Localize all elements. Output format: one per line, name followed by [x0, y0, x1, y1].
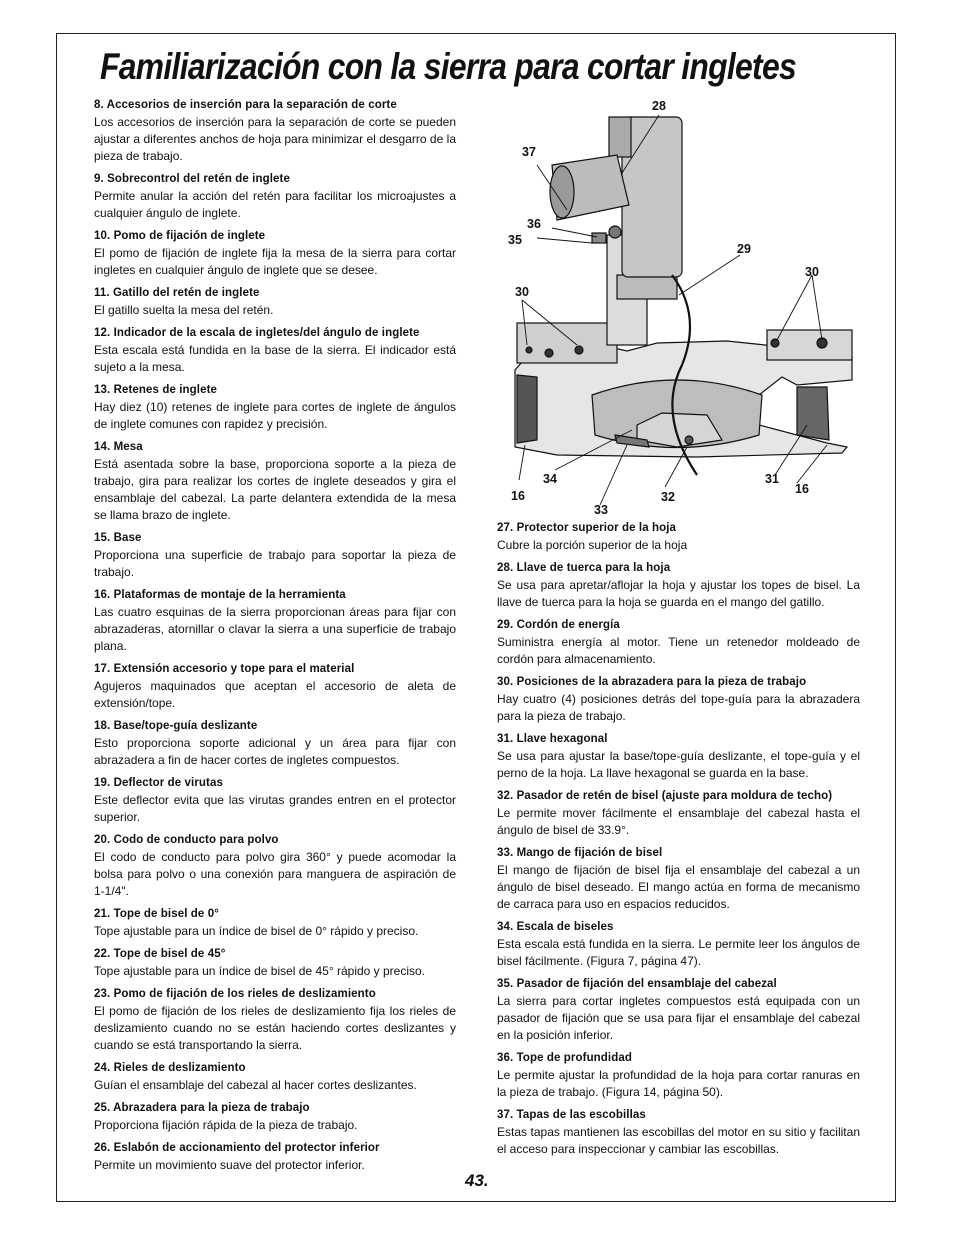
callout-34: 34	[543, 472, 557, 486]
parts-list-entry	[94, 325, 456, 376]
parts-list-entry	[497, 788, 860, 839]
parts-list-entry	[94, 228, 456, 279]
parts-list-entry	[497, 731, 860, 782]
callout-33: 33	[594, 503, 608, 517]
entry-description: El codo de conducto para polvo gira 360° y puede acomodar la bolsa para polvo o una conexión para manguera de aspiración de 1-1/4".	[94, 850, 456, 898]
parts-list-entry	[497, 919, 860, 970]
callout-31: 31	[765, 472, 779, 486]
entry-heading: 32. Pasador de retén de bisel (ajuste para moldura de techo)	[497, 790, 833, 802]
parts-list-entry	[94, 1140, 456, 1174]
page-title: Familiarización con la sierra para cortar ingletes	[100, 46, 796, 87]
callout-16-right: 16	[795, 482, 809, 496]
entry-heading: 30. Posiciones de la abrazadera para la pieza de trabajo	[497, 676, 807, 688]
entry-heading: 14. Mesa	[94, 441, 143, 453]
entry-heading: 33. Mango de fijación de bisel	[497, 847, 663, 859]
page-number: 43.	[465, 1171, 489, 1190]
entry-description: Hay diez (10) retenes de inglete para cortes de inglete de ángulos de inglete comunes con rapidez y precisión.	[94, 400, 456, 431]
parts-list-entry	[94, 530, 456, 581]
slide-rails	[617, 275, 677, 299]
parts-list-entry	[497, 1107, 860, 1158]
entry-description: Esta escala está fundida en la sierra. Le permite leer los ángulos de bisel fácilmente. (Figura 7, página 47).	[497, 937, 860, 968]
entry-heading: 19. Deflector de virutas	[94, 777, 223, 789]
parts-list-entry	[94, 1100, 456, 1134]
entry-description: El pomo de fijación de los rieles de deslizamiento fija los rieles de deslizamiento cuando no se están haciendo cortes deslizantes y cuando se está transportando la sierra.	[94, 1004, 456, 1052]
callout-29: 29	[737, 242, 751, 256]
motor-end	[550, 166, 574, 218]
parts-list-entry	[497, 617, 860, 668]
parts-list-entry	[94, 661, 456, 712]
entry-description: Esto proporciona soporte adicional y un área para fijar con abrazadera a fin de hacer cortes de ingletes compuestos.	[94, 736, 456, 767]
parts-list-entry	[497, 1050, 860, 1101]
entry-description: Esta escala está fundida en la base de la sierra. El indicador está sujeto a la mesa.	[94, 343, 456, 374]
entry-description: Le permite ajustar la profundidad de la hoja para cortar ranuras en la pieza de trabajo. (Figura 14, página 50).	[497, 1068, 860, 1099]
entry-description: Las cuatro esquinas de la sierra proporcionan áreas para fijar con abrazaderas, atornillar o clavar la sierra a una superficie de trabajo plana.	[94, 605, 456, 653]
entry-description: Permite anular la acción del retén para facilitar los microajustes a cualquier ángulo de inglete.	[94, 189, 456, 220]
entry-heading: 37. Tapas de las escobillas	[497, 1109, 646, 1121]
callout-35: 35	[508, 233, 522, 247]
bevel-pin	[685, 436, 693, 444]
parts-list-entry	[94, 439, 456, 524]
parts-list-entry	[497, 560, 860, 611]
entry-heading: 21. Tope de bisel de 0°	[94, 908, 219, 920]
parts-list-entry	[94, 97, 456, 165]
entry-heading: 16. Plataformas de montaje de la herramienta	[94, 589, 346, 601]
clamp-hole	[526, 347, 532, 353]
parts-list-entry	[94, 587, 456, 655]
parts-list-entry	[497, 674, 860, 725]
parts-list-entry	[94, 775, 456, 826]
clamp-hole	[771, 339, 779, 347]
parts-list-entry	[94, 171, 456, 222]
entry-heading: 10. Pomo de fijación de inglete	[94, 230, 266, 242]
parts-list-entry	[94, 832, 456, 900]
parts-list-entry	[94, 906, 456, 940]
entry-description: Está asentada sobre la base, proporciona soporte a la pieza de trabajo, gira para realizar los cortes de inglete deseados y gira el ensamblaje del cabezal. La parte delantera extendida de la mesa se llama brazo de inglete.	[94, 457, 456, 522]
entry-description: Proporciona fijación rápida de la pieza de trabajo.	[94, 1118, 358, 1132]
parts-list-entry	[497, 976, 860, 1044]
callout-36: 36	[527, 217, 541, 231]
parts-list-entry	[94, 382, 456, 433]
entry-description: Tope ajustable para un índice de bisel de 45° rápido y preciso.	[94, 964, 426, 978]
entry-description: Cubre la porción superior de la hoja	[497, 538, 688, 552]
callout-30-left: 30	[515, 285, 529, 299]
entry-description: Suministra energía al motor. Tiene un retenedor moldeado de cordón para almacenamiento.	[497, 635, 860, 666]
right-column	[497, 520, 860, 1164]
entry-description: El gatillo suelta la mesa del retén.	[94, 303, 274, 317]
entry-description: Se usa para ajustar la base/tope-guía deslizante, el tope-guía y el perno de la hoja. La llave hexagonal se guarda en la base.	[497, 749, 860, 780]
parts-list-entry	[497, 520, 860, 554]
upper-guard-top	[609, 117, 631, 157]
entry-heading: 12. Indicador de la escala de ingletes/del ángulo de inglete	[94, 327, 420, 339]
entry-heading: 35. Pasador de fijación del ensamblaje del cabezal	[497, 978, 777, 990]
entry-heading: 36. Tope de profundidad	[497, 1052, 632, 1064]
callout-37: 37	[522, 145, 536, 159]
entry-heading: 31. Llave hexagonal	[497, 733, 608, 745]
entry-description: La sierra para cortar ingletes compuestos está equipada con un pasador de fijación que se usa para fijar el ensamblaje del cabezal en la posición inferior.	[497, 994, 860, 1042]
entry-heading: 22. Tope de bisel de 45°	[94, 948, 226, 960]
lock-pin	[592, 233, 606, 243]
clamp-hole	[545, 349, 553, 357]
entry-description: Agujeros maquinados que aceptan el accesorio de aleta de extensión/tope.	[94, 679, 456, 710]
entry-heading: 26. Eslabón de accionamiento del protector inferior	[94, 1142, 380, 1154]
entry-description: Se usa para apretar/aflojar la hoja y ajustar los topes de bisel. La llave de tuerca para la hoja se guarda en el mango del gatillo.	[497, 578, 860, 609]
entry-heading: 29. Cordón de energía	[497, 619, 620, 631]
entry-description: El mango de fijación de bisel fija el ensamblaje del cabezal a un ángulo de bisel deseado. El mango actúa en forma de mecanismo de carraca para uso en espacios reducidos.	[497, 863, 860, 911]
entry-heading: 20. Codo de conducto para polvo	[94, 834, 279, 846]
entry-heading: 17. Extensión accesorio y tope para el material	[94, 663, 355, 675]
entry-heading: 24. Rieles de deslizamiento	[94, 1062, 246, 1074]
callout-32: 32	[661, 490, 675, 504]
base-right-pad	[797, 387, 829, 440]
entry-heading: 34. Escala de biseles	[497, 921, 614, 933]
parts-list-entry	[94, 946, 456, 980]
entry-heading: 23. Pomo de fijación de los rieles de deslizamiento	[94, 988, 376, 1000]
parts-list-entry	[94, 718, 456, 769]
entry-description: Guían el ensamblaje del cabezal al hacer cortes deslizantes.	[94, 1078, 417, 1092]
miter-saw-figure	[497, 95, 862, 520]
callout-30-right: 30	[805, 265, 819, 279]
parts-list-entry	[94, 1060, 456, 1094]
callout-28: 28	[652, 99, 666, 113]
miter-saw-drawing	[497, 95, 862, 520]
entry-heading: 28. Llave de tuerca para la hoja	[497, 562, 671, 574]
entry-heading: 9. Sobrecontrol del retén de inglete	[94, 173, 290, 185]
entry-heading: 13. Retenes de inglete	[94, 384, 217, 396]
entry-description: Estas tapas mantienen las escobillas del motor en su sitio y facilitan el acceso para inspeccionar y cambiar las escobillas.	[497, 1125, 860, 1156]
entry-heading: 27. Protector superior de la hoja	[497, 522, 677, 534]
entry-description: El pomo de fijación de inglete fija la mesa de la sierra para cortar ingletes en cualquier ángulo de inglete que se desee.	[94, 246, 456, 277]
parts-list-entry	[94, 986, 456, 1054]
left-column	[94, 97, 456, 1180]
entry-description: Hay cuatro (4) posiciones detrás del tope-guía para la abrazadera para la pieza de trabajo.	[497, 692, 860, 723]
parts-list-entry	[497, 845, 860, 913]
entry-description: Permite un movimiento suave del protector inferior.	[94, 1158, 365, 1172]
callout-16-left: 16	[511, 489, 525, 503]
entry-description: Los accesorios de inserción para la separación de corte se pueden ajustar a diferentes anchos de hoja para minimizar el desgarro de la pieza de trabajo.	[94, 115, 456, 163]
entry-description: Le permite mover fácilmente el ensamblaje del cabezal hasta el ángulo de bisel de 33.9°.	[497, 806, 860, 837]
fence-left	[517, 323, 617, 363]
base-left-pad	[517, 375, 537, 443]
entry-heading: 18. Base/tope-guía deslizante	[94, 720, 258, 732]
entry-heading: 25. Abrazadera para la pieza de trabajo	[94, 1102, 310, 1114]
entry-heading: 11. Gatillo del retén de inglete	[94, 287, 260, 299]
entry-description: Este deflector evita que las virutas grandes entren en el protector superior.	[94, 793, 456, 824]
entry-description: Proporciona una superficie de trabajo para soportar la pieza de trabajo.	[94, 548, 456, 579]
clamp-hole	[575, 346, 583, 354]
depth-stop	[609, 226, 621, 238]
parts-list-entry	[94, 285, 456, 319]
entry-heading: 15. Base	[94, 532, 142, 544]
entry-heading: 8. Accesorios de inserción para la separación de corte	[94, 99, 397, 111]
entry-description: Tope ajustable para un índice de bisel de 0° rápido y preciso.	[94, 924, 419, 938]
